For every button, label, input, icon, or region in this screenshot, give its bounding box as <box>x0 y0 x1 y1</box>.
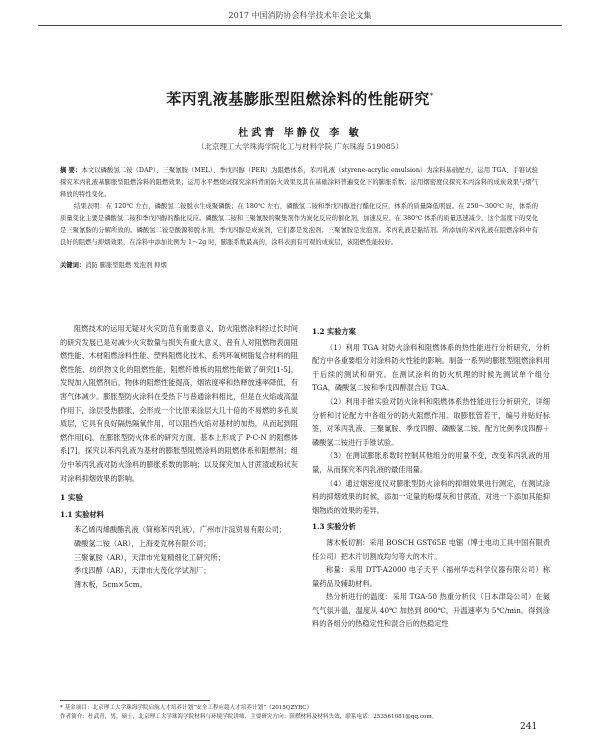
abstract-text-2: 结果表明：在 120℃ 左右，磷酸氢二铵脱水生成聚磷酸；在 180℃ 左右，磷酸氢二铵和季戊四醇进行酯化反应，体系的质量降低明显。在 250～300℃ 时，体系的质量变化主要是磷酸氢二铵和季戊四醇的酯化反应。磷酸氢二铵和三聚氰胺的聚集剂作为炭化反应的催化剂，加速反应。在 380℃ 体系的质量迅速减少，这个温度下的变化是三聚氰胺的分解所致的。磷酸氢二铵是酸源和脱水剂，季戊四醇是成炭剂，它们都是发泡剂；三聚氰胺是发泡剂。苯丙乳液是黏结剂。所添加的苯丙乳液在阻燃涂料中有良好的阻燃与抑烟效果，在涂料中添加比例为 1～2g 时，膨胀系数最高的，涂料表面有可观的成炭层，该阻燃性能较好。 <box>60 203 538 246</box>
right-column <box>312 322 550 631</box>
subsection-heading-1-3: 1.3 实验分析 <box>312 522 356 532</box>
material-item: 季戊四醇（AR），天津市大茂化学试剂厂； <box>74 566 211 576</box>
footnote-fund: * 基金项目：北京理工大学珠海学院启航人才培养计划“安全工程应超人才培养计划”（2015QZYRC） <box>60 705 313 711</box>
keywords-text: 消防 膨胀型阻燃 发泡剂 抑烟 <box>85 262 167 269</box>
materials-intro: 苯乙烯丙烯酸酯乳液（简称苯丙乳液），广州市汴淀贸易有限公司； <box>74 525 287 535</box>
analysis-item: 薄木板切割：采用 BOSCH GST65E 电锯（博士电动工具中国有限责任公司）把木片切割成均匀等大的木片。 <box>312 537 550 561</box>
keywords-label: 关键词： <box>60 262 86 269</box>
material-item: 薄木板，5cm×5cm。 <box>74 579 147 589</box>
subsection-heading-1-1: 1.1 实验材料 <box>60 509 104 519</box>
left-column <box>60 322 298 591</box>
abstract-label: 摘 要： <box>60 167 82 174</box>
material-item: 三聚氰胺（AR），天津市光复精细化工研究所； <box>74 552 225 562</box>
plan-item: （1）利用 TGA 对防火涂料和阻燃体系的热性能进行分析研究，分析配方中各重要组分对涂料防火性能的影响。制备一系列的膨胀型阻燃涂料用于后续的测试和研究。在测试涂料的防火机理的时候先测试单个组分 TGA，磷酸氢二铵和季戊四醇混合后 TGA。 <box>312 342 550 393</box>
footnote-rule <box>60 700 210 701</box>
plan-item: （2）利用手锥实验对防火涂料和阻燃体系热性能进行分析研究，详细分析和讨论配方中各组分的防火阻燃作用。取膨胀管若干，编号并贴好标签，对苯丙乳液、三聚氰胺、季戊四醇、磷酸氢二铵、配方比例季戊四醇＋磷酸氢二铵进行手锥试验。 <box>312 396 550 447</box>
running-header: 2017 中国消防协会科学技术年会论文集 <box>228 11 372 20</box>
paper-title <box>0 88 600 109</box>
abstract <box>60 165 538 249</box>
affiliation: （北京理工大学珠海学院化工与材料学院 广东珠海 519085） <box>197 142 403 151</box>
keywords <box>60 260 538 269</box>
abstract-para-2 <box>60 201 538 249</box>
analysis-item: 称量：采用 DTT-A2000 电子天平（福州华志科学仪器有限公司）称量药品及辅助材料。 <box>312 565 550 588</box>
authors: 杜武青 毕静仪 李 敏 <box>238 128 362 139</box>
header-rule <box>38 25 562 26</box>
footnote <box>60 704 538 722</box>
plan-item: （4）通过烟密度仪对膨胀型防火涂料的抑烟效果进行测定，在测试涂料的抑烟效果的时候，添加一定量的粉煤灰和甘蔗渣，对进一下添加其能抑烟物质的效果的差异。 <box>312 478 550 515</box>
material-item: 磷酸氢二铵（AR），上海麦克林有限公司； <box>74 538 211 548</box>
analysis-item: 热分析进行的温度：采用 TGA-50 热重分析仪（日本津岛公司）在氮气气氛升温，温度从 40℃ 加热到 800℃，升温速率为 5℃/min。得到涂料的各组分的热稳定性和混合后的热稳定性 <box>312 592 550 629</box>
intro-paragraph: 阻燃技术的运用无疑对火灾防范有重要意义，防火阻燃涂料经过长时间的研究发展已是对减少火灾数量与损失有重大意义。普有人对阻燃物表面阻燃性能、木材阻燃涂料性能、塑料阻燃化技术、系列环氧树脂复合材料的阻燃性能、纺织物文化的阻燃性能、阻燃纤维板的阻燃性能做了研究[1-5]，发现加入阻燃剂后，物体的阻燃性能提高，烟浓度率和热释放速率降低，有害气体减少。膨胀型防火涂料在受热下与普通涂料相比，但是在火焰或高温作用下，涂层受热膨胀，会形成一个比原来涂层大几十倍的不易燃的多孔炭质层，它具有良好隔热隔氧作用，可以阻挡火焰对基材的加热，从而起到阻燃作用[6]。在膨胀型防火体系的研究方面，基本上形成了 P-C-N 的阻燃体系[7]，探究以苯丙乳液为基材的膨胀型阻燃涂料的阻燃体系和阻燃剂；组分中苯丙乳液对防火涂料的膨胀系数的影响；以及探究加入甘蔗渣或粉状灰对涂料抑烟效果的影响。 <box>60 324 298 483</box>
footnote-author: 作者简介：杜武青，男，硕士，北京理工大学珠海学院材料与环境学院讲师，主要研究方向：阻燃材料及材料失效，联系电话：253561081@qq.com。 <box>60 714 438 720</box>
title-footnote-marker: * <box>429 92 434 100</box>
page-number: 241 <box>520 722 538 732</box>
subsection-heading-1-2: 1.2 实验方案 <box>312 327 356 336</box>
section-heading-1: 1 实验 <box>60 493 84 503</box>
plan-item: （3）在测试膨胀系数时控制其他组分的用量不变，改变苯丙乳液的用量，从而探究苯丙乳液的最佳用量。 <box>312 451 550 474</box>
abstract-text-1: 本文以磷酸氢二铵（DAP）、三聚氰胺（MEL）、季戊四醇（PER）为阻燃体系，苯丙乳液（styrene-acrylic emulsion）为涂料基础配方，运用 TGA、手锥试验探究苯丙乳液基膨胀型阻燃涂料的阻燃效果；运用水平燃烧试探究涂料背面防火效果及其在基础涂料普遍变化下的膨胀系数；运用烟密度仪探究苯丙涂料的成炭效果与烟气释放的特性变化。 <box>60 167 539 198</box>
title-text: 苯丙乳液基膨胀型阻燃涂料的性能研究 <box>166 90 430 108</box>
abstract-para-1 <box>60 165 538 201</box>
